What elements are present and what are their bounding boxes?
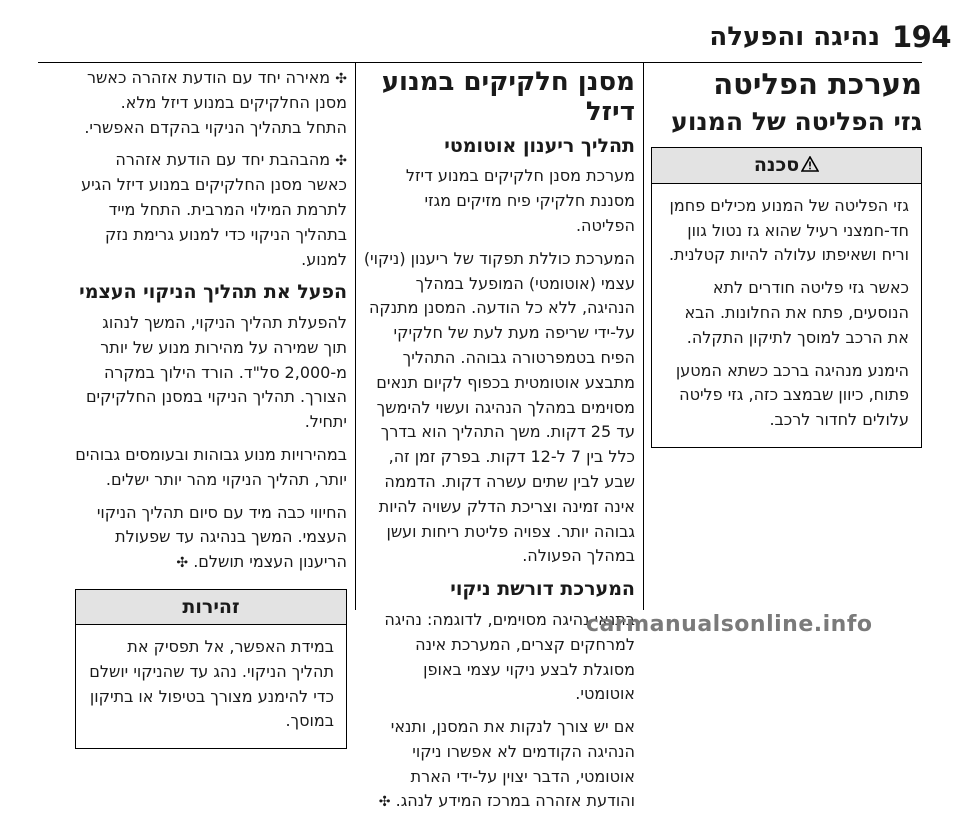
page-header: [0, 0, 960, 60]
page-number: 194: [892, 20, 952, 54]
dpf-indicator-icon: ✣: [335, 71, 347, 87]
heading-automatic-regeneration: תהליך ריענון אוטומטי: [444, 134, 635, 157]
body-paragraph: מערכת מסנן חלקיקים במנוע דיזל מסננת חלקיקי פיח מזיקים מגזי הפליטה.: [405, 166, 635, 236]
section-title-exhaust: מערכת הפליטה: [713, 67, 922, 101]
body-text: החיווי כבה מיד עם סיום תהליך הניקוי העצמי. המשך בנהיגה עד שפעולת הריענון העצמי תושלם.: [96, 502, 347, 572]
danger-box-body: [652, 184, 921, 447]
body-paragraph: המערכת כוללת תפקוד של ריענון (ניקוי) עצמי (אוטומטי) המופעל במהלך הנהיגה, ללא כל הודעה. המסנן מתנקה על-ידי שריפה מעת לעת של חלקיקי הפיח בטמפרטורה גבוהה. התהליך מתבצע אוטומטית בכפוף לקיום תנאים מסוימים במהלך הנהיגה ועשוי להימשך עד 25 דקות. משך התהליך הוא בדרך כלל בין 7 ל-12 דקות. בפרק זמן זה, שבע לבין שתים עשרה דקות. הדממה אינה זמינה וצריכת הדלק עשויה להיות גבוהה יותר. צפויה פליטת ריחות ועשן במהלך הפעולה.: [363, 248, 635, 566]
running-title: נהיגה והפעלה: [709, 22, 880, 52]
warning-triangle-icon: [801, 155, 819, 177]
column-diesel-particulate-filter: [363, 66, 635, 822]
heading-start-self-cleaning: הפעל את תהליך הניקוי העצמי: [79, 281, 347, 304]
danger-paragraph: גזי הפליטה של המנוע מכילים פחמן חד-חמצני רעיל שהוא גז נטול גוון וריח ושאיפתו עלולה להיות קטלנית.: [668, 195, 909, 265]
caution-box-header: זהירות: [76, 590, 346, 625]
column-regeneration-continued: [75, 66, 347, 749]
indicator-flashing-paragraph: [75, 148, 347, 272]
danger-label: סכנה: [753, 154, 800, 177]
dpf-indicator-icon: ✣: [335, 153, 347, 170]
caution-paragraph: במידת האפשר, אל תפסיק את תהליך הניקוי. נהג עד שהניקוי יושלם כדי להימנע מצורך בטיפול או בתיקון במוסך.: [89, 637, 334, 731]
body-text: מאירה יחד עם הודעת אזהרה כאשר מסנן החלקיקים במנוע דיזל מלא. התחל בתהליך הניקוי בהקדם האפשרי.: [84, 68, 347, 137]
body-paragraph: [363, 715, 635, 814]
watermark-text: carmanualsonline.info: [586, 612, 873, 637]
danger-paragraph: כאשר גזי פליטה חודרים לתא הנוסעים, פתח את החלונות. הבא את הרכב למוסך לתיקון התקלה.: [684, 278, 909, 347]
danger-box: [651, 147, 922, 448]
caution-box-body: [76, 625, 346, 748]
danger-paragraph: הימנע מנהיגה ברכב כשתא המטען פתוח, כיוון שבמצב כזה, גזי פליטה עלולים לחדור לרכב.: [675, 360, 909, 430]
body-text: אם יש צורך לנקות את המסנן, ותנאי הנהיגה הקודמים לא אפשרו ניקוי אוטומטי, הדבר יצוין על-ידי הארת והודעת אזהרה במרכז המידע לנהג.: [390, 717, 635, 811]
heading-cleaning-required: המערכת דורשת ניקוי: [450, 578, 635, 601]
header-rule: [38, 62, 922, 63]
indicator-lit-paragraph: [75, 66, 347, 140]
column-divider-left: [355, 62, 356, 610]
column-exhaust-system: [651, 66, 922, 448]
body-paragraph: בתנאי נהיגה מסוימים, לדוגמה: נהיגה למרחקים קצרים, המערכת אינה מסוגלת לבצע ניקוי עצמי באופן אוטומטי.: [384, 609, 635, 704]
body-paragraph: [75, 501, 347, 575]
watermark: [0, 612, 960, 642]
dpf-indicator-icon: ✣: [378, 794, 391, 811]
subsection-title-engine-exhaust: גזי הפליטה של המנוע: [671, 107, 922, 137]
body-paragraph: להפעלת תהליך הניקוי, המשך לנהוג תוך שמירה על מהירות מנוע של יותר מ-2,000 סל"ד. הורד הילוך במקרה הצורך. תהליך הניקוי במסנן החלקיקים יתחיל.: [85, 313, 347, 432]
section-title-dpf: מסנן חלקיקים במנוע דיזל: [381, 67, 635, 127]
column-divider-right: [643, 62, 644, 610]
dpf-indicator-icon: ✣: [176, 555, 189, 572]
body-paragraph: במהירויות מנוע גבוהות ובעומסים גבוהים יותר, תהליך הניקוי מהר יותר ישלים.: [75, 445, 347, 489]
danger-box-header: [652, 148, 921, 184]
body-text: מהבהבת יחד עם הודעת אזהרה כאשר מסנן החלקיקים במנוע דיזל הגיע לתרמת המילוי המרבית. התחל מייד בתהליך הניקוי כדי למנוע גרימת נזק למנוע.: [81, 150, 347, 269]
